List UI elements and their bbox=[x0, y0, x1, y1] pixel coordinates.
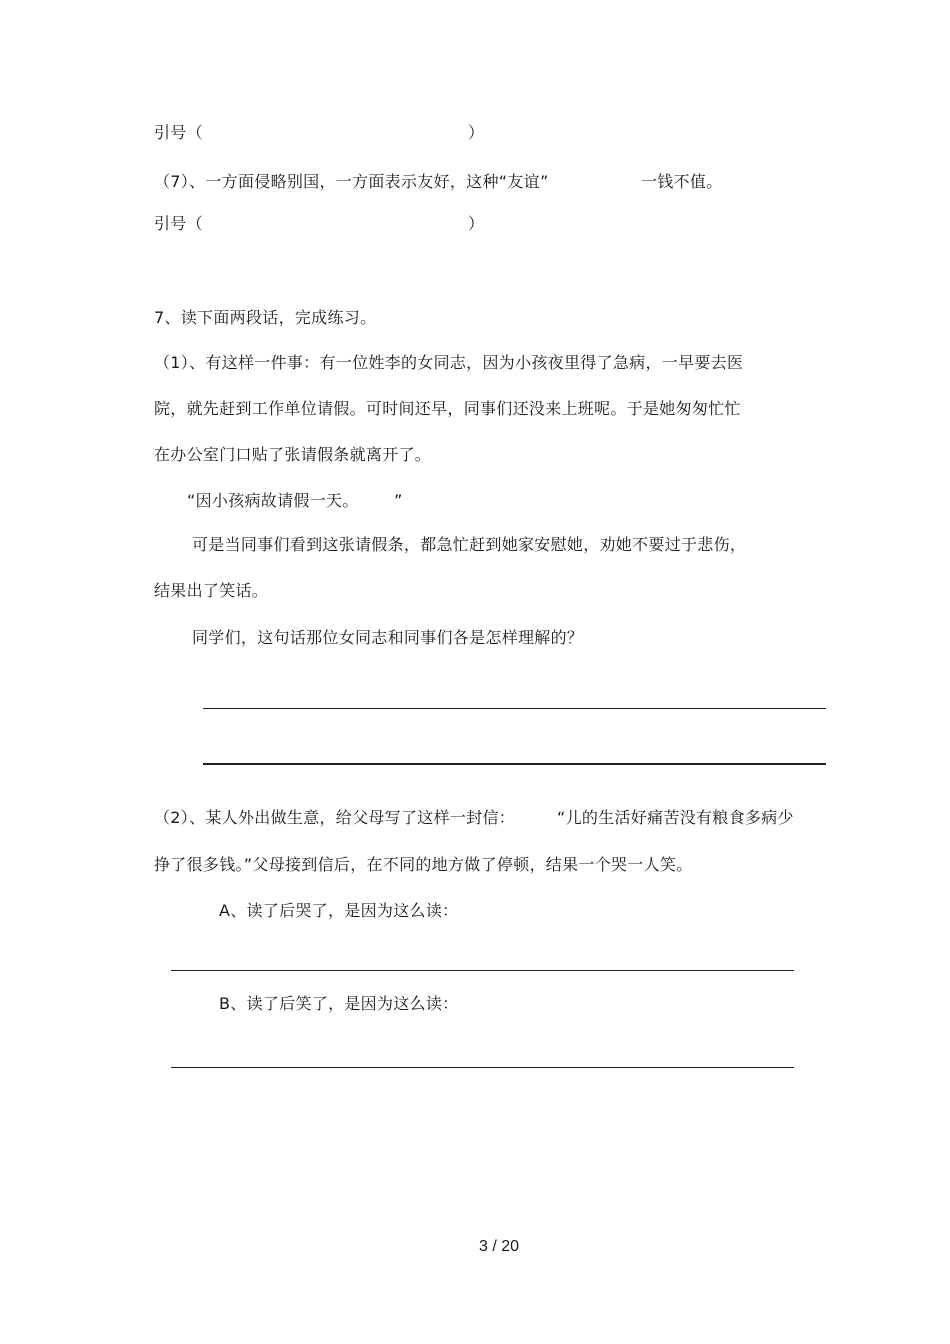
item-7-tail: 一钱不值。 bbox=[641, 172, 723, 191]
part-1-line-5: 结果出了笑话。 bbox=[154, 581, 269, 600]
part-1-line-3: 在办公室门口贴了张请假条就离开了。 bbox=[154, 445, 432, 464]
part-1-line-4: 可是当同事们看到这张请假条，都急忙赶到她家安慰她，劝她不要过于悲伤， bbox=[192, 535, 747, 554]
question-7-heading: 7、读下面两段话，完成练习。 bbox=[154, 308, 377, 327]
quote-label-1: 引号（ bbox=[154, 123, 203, 142]
part-1-question: 同学们，这句话那位女同志和同事们各是怎样理解的？ bbox=[192, 628, 584, 647]
option-b-answer-line[interactable] bbox=[171, 1067, 794, 1068]
page-number: 3 / 20 bbox=[479, 1238, 520, 1255]
quote-close-2: ） bbox=[468, 214, 485, 233]
part-1-line-2: 院，就先赶到工作单位请假。可时间还早，同事们还没来上班呢。于是她匆匆忙忙 bbox=[154, 399, 741, 418]
part-2-line-2: 挣了很多钱。”父母接到信后，在不同的地方做了停顿，结果一个哭一人笑。 bbox=[154, 855, 693, 874]
part-1-line-1: （1）、有这样一件事：有一位姓李的女同志，因为小孩夜里得了急病，一早要去医 bbox=[154, 353, 744, 372]
option-b-prompt: B、读了后笑了，是因为这么读： bbox=[219, 994, 459, 1013]
quote-close-1: ） bbox=[468, 123, 485, 142]
part-2-letter-text: “儿的生活好痛苦没有粮食多病少 bbox=[557, 808, 794, 827]
option-a-prompt: A、读了后哭了，是因为这么读： bbox=[219, 901, 459, 920]
quote-label-2: 引号（ bbox=[154, 214, 203, 233]
answer-line-1[interactable] bbox=[203, 708, 826, 709]
leave-note-text: “因小孩病故请假一天。 bbox=[187, 491, 359, 510]
part-2-line-1-head: （2）、某人外出做生意，给父母写了这样一封信： bbox=[154, 808, 516, 827]
answer-line-2[interactable] bbox=[203, 763, 826, 765]
item-7-text: （7）、一方面侵略别国，一方面表示友好，这种“友谊” bbox=[154, 172, 549, 191]
option-a-answer-line[interactable] bbox=[171, 970, 794, 971]
leave-note-close-quote: ” bbox=[394, 491, 403, 510]
